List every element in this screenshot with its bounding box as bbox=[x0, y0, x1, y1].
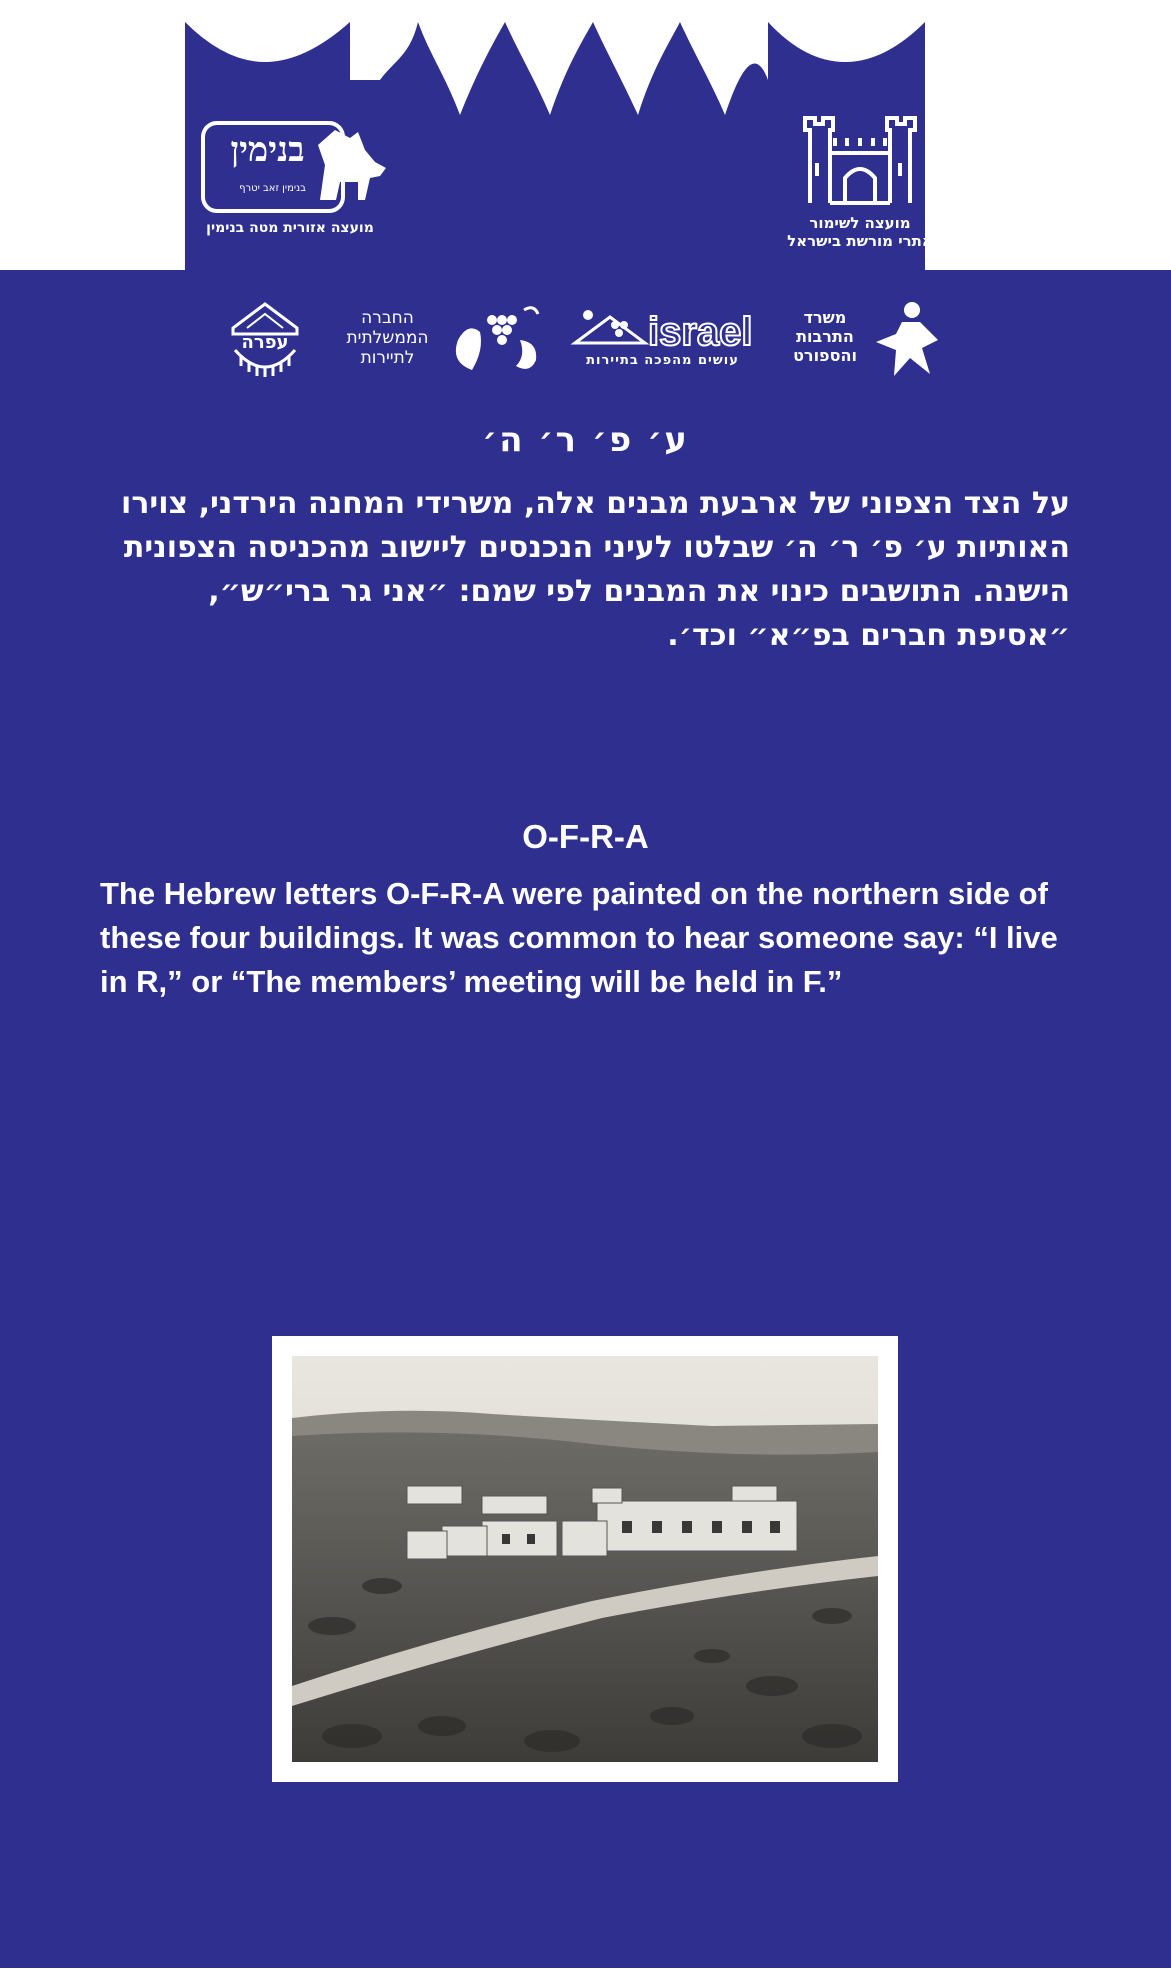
ofra-emblem-name: עפרה bbox=[241, 332, 289, 353]
heritage-line1: מועצה לשימור bbox=[809, 214, 911, 232]
israel-tourism-logo bbox=[570, 305, 755, 375]
star-figure-icon bbox=[872, 300, 942, 380]
photo-frame bbox=[272, 1336, 898, 1782]
israel-slogan: עושים מהפכה בתיירות bbox=[586, 353, 739, 368]
binyamin-council: מועצה אזורית מטה בנימין bbox=[206, 220, 374, 236]
tourism-company-logo bbox=[330, 300, 540, 380]
israel-wordmark-icon bbox=[570, 305, 755, 353]
binyamin-name: בנימין bbox=[230, 130, 305, 170]
ministry-line2: התרבות bbox=[796, 327, 854, 346]
heritage-line2: אתרי מורשת בישראל bbox=[787, 232, 933, 250]
tourism-line3: לתיירות bbox=[360, 348, 415, 368]
tourism-fruit-icon bbox=[450, 300, 540, 375]
english-body: The Hebrew letters O-F-R-A were painted on the northern side of these four buildings. It was common to hear someone say: “I live in R,” or “The members’ meeting will be held in F.” bbox=[100, 876, 1058, 999]
ministry-culture-logo bbox=[780, 300, 940, 380]
english-title: O-F-R-A bbox=[522, 818, 649, 855]
svg-text:israel: israel bbox=[648, 310, 753, 353]
tourism-line1: החברה bbox=[361, 308, 414, 328]
hebrew-title: ע׳ פ׳ ר׳ ה׳ bbox=[482, 420, 689, 460]
binyamin-subtitle: בנימין זאב יטרף bbox=[239, 183, 306, 194]
historic-photo bbox=[292, 1356, 878, 1762]
heritage-council-logo bbox=[785, 108, 935, 250]
binyamin-logo bbox=[200, 120, 390, 236]
tourism-line2: הממשלתית bbox=[346, 328, 429, 348]
ministry-line3: והספורט bbox=[793, 346, 857, 365]
hebrew-body: על הצד הצפוני של ארבעת מבנים אלה, משרידי המחנה הירדני, צוירו האותיות ע׳ פ׳ ר׳ ה׳ שבלטו לעיני הנכנסים ליישוב מהכניסה הצפונית הישנה. התושבים כינוי את המבנים לפי שמם: ״אני גר ברי״ש״, ״אסיפת חברים בפ״א״ וכד׳. bbox=[121, 486, 1070, 653]
ministry-line1: משרד bbox=[803, 308, 847, 327]
gate-tower-icon bbox=[785, 108, 935, 208]
ofra-emblem bbox=[225, 300, 305, 380]
